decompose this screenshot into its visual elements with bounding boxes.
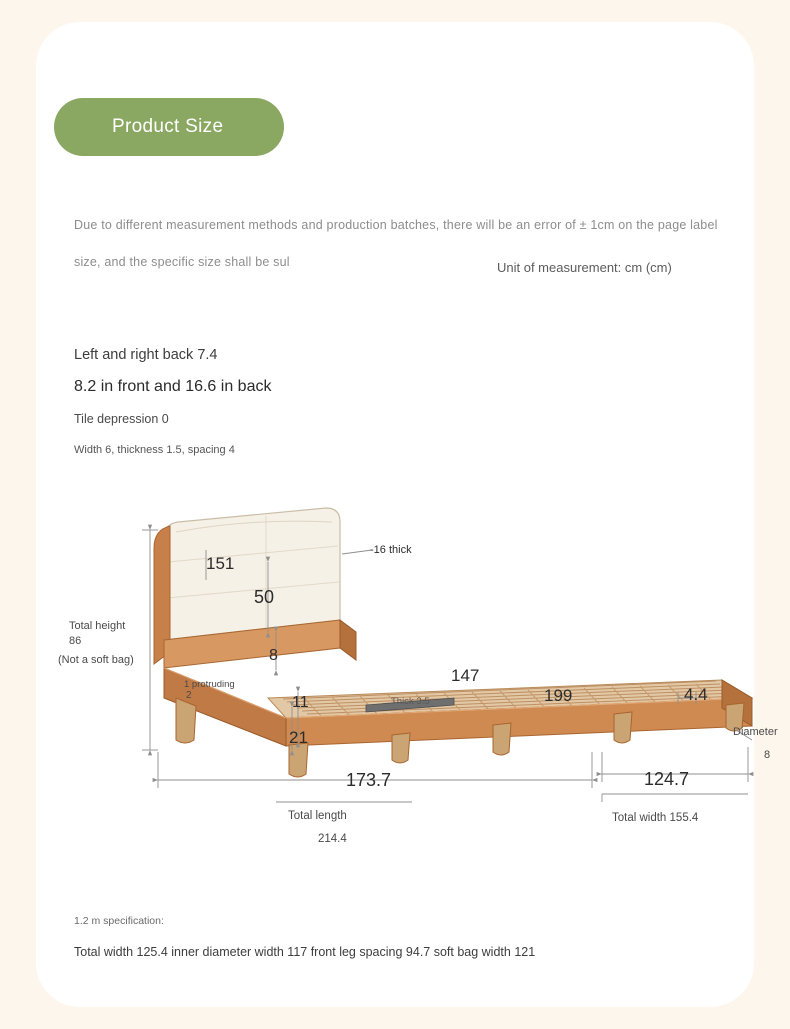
label-173-7: 173.7 xyxy=(346,770,392,790)
label-total-height-title: Total height xyxy=(69,620,126,632)
footer-spec-title: 1.2 m specification: xyxy=(74,915,164,927)
label-total-height-value: 86 xyxy=(69,635,82,647)
spec-front-back: 8.2 in front and 16.6 in back xyxy=(74,378,272,395)
disclaimer-text: Due to different measurement methods and production batches, there will be an error of ± 1cm on the page label size, and the specific size shall be sul xyxy=(74,218,718,269)
section-badge: Product Size xyxy=(54,98,284,156)
spec-tile-depression: Tile depression 0 xyxy=(74,412,169,426)
bed-dimension-diagram xyxy=(36,502,778,872)
label-1-protruding: 1 protruding xyxy=(184,679,235,690)
label-11: 11 xyxy=(292,694,309,711)
label-total-width: Total width 155.4 xyxy=(612,812,699,824)
product-size-card xyxy=(36,22,778,1007)
label-thick-3-5: Thick 3.5 xyxy=(391,696,430,707)
label-total-height-note: (Not a soft bag) xyxy=(58,654,134,666)
unit-of-measurement-note: Unit of measurement: cm (cm) xyxy=(497,260,672,275)
label-total-length-value: 214.4 xyxy=(318,833,347,845)
label-4-4: 4.4 xyxy=(684,685,708,704)
label-gap-8: 8 xyxy=(269,647,278,664)
footer-spec-detail: Total width 125.4 inner diameter width 117 front leg spacing 94.7 soft bag width 121 xyxy=(74,945,536,959)
label-199: 199 xyxy=(544,686,573,705)
label-16-thick: -16 thick xyxy=(370,544,412,556)
label-total-length-title: Total length xyxy=(288,810,347,822)
label-151: 151 xyxy=(206,554,235,573)
label-diameter-value: 8 xyxy=(764,749,771,761)
label-147: 147 xyxy=(451,666,480,685)
spec-width-thickness-spacing: Width 6, thickness 1.5, spacing 4 xyxy=(74,444,235,456)
label-protruding-2: 2 xyxy=(186,690,192,701)
label-124-7: 124.7 xyxy=(644,769,690,789)
label-diameter-title: Diameter xyxy=(733,726,778,738)
label-21: 21 xyxy=(289,728,308,747)
label-50: 50 xyxy=(254,587,275,607)
headboard xyxy=(164,508,340,640)
spec-left-right-back: Left and right back 7.4 xyxy=(74,347,218,363)
